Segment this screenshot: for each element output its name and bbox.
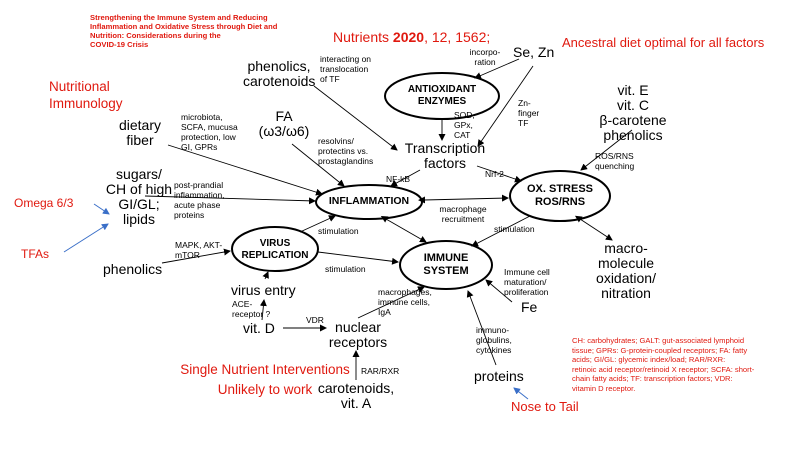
interacting-label — [320, 54, 371, 84]
edge-label-line: globulins, — [476, 335, 512, 345]
paper-title-line: Strengthening the Immune System and Reducing — [90, 13, 268, 22]
sod-gpx-cat-label — [454, 110, 475, 140]
virus-label-line: REPLICATION — [241, 250, 309, 261]
factor-line: factors — [423, 155, 466, 171]
inflammation-label: INFLAMMATION — [328, 195, 410, 207]
virus-label-line: VIRUS — [259, 238, 291, 249]
factor-line: vit. C — [617, 97, 649, 113]
tfas-note: TFAs — [21, 247, 50, 261]
edge-label-line: immuno- — [476, 325, 510, 335]
factor-line: lipids — [123, 211, 155, 227]
arrow-oxstress-macromolecule — [580, 219, 612, 240]
paper-title-line: Inflammation and Oxidative Stress through Diet and — [90, 22, 278, 31]
postprandial-label — [174, 180, 225, 220]
citation-year: 2020 — [392, 29, 425, 45]
antioxidant-label-line: ANTIOXIDANT — [407, 84, 477, 95]
edge-label-line: TF — [518, 118, 529, 128]
ox-stress-label-line: ROS/RNS — [534, 196, 586, 208]
factor-line: (ω3/ω6) — [258, 123, 310, 139]
factor-line: oxidation/ — [596, 270, 656, 286]
macrophage-recruitment-label — [432, 204, 494, 224]
edge-label-line: cytokines — [476, 345, 512, 355]
factor-line: phenolics — [603, 127, 663, 143]
edge-label-line: Immune cell — [504, 267, 550, 277]
nose-to-tail-note: Nose to Tail — [511, 399, 579, 414]
stimulation-label: stimulation — [494, 224, 535, 234]
edge-label-line: receptor ? — [232, 309, 271, 319]
edge-label-line: SCFA, mucusa — [181, 122, 238, 132]
mapk-label — [175, 240, 222, 260]
factor-line: nitration — [601, 285, 651, 301]
edge-label-line: ROS/RNS — [595, 151, 634, 161]
edge-label-line: MAPK, AKT- — [175, 240, 223, 250]
immune-label-line: SYSTEM — [423, 265, 469, 277]
factor-line: FA — [275, 108, 293, 124]
nutritional-immunology-line: Nutritional — [49, 79, 110, 94]
factor-line: macro- — [604, 240, 648, 256]
antioxidant-enzymes-label — [392, 84, 492, 108]
immunoglobulins-label — [476, 325, 512, 355]
edge-label-line: incorpo- — [469, 47, 501, 57]
arrow-tfas-to-lipids — [64, 224, 108, 252]
citation-suffix: , 12, 1562; — [424, 29, 491, 45]
factor-line: β-carotene — [599, 112, 667, 128]
edge-label-line: inflammation, — [174, 190, 225, 200]
factor-line: Transcription — [404, 140, 486, 156]
ros-rns-quenching-label — [595, 151, 634, 171]
edge-label-line: interacting on — [320, 54, 372, 64]
antioxidant-vitamins — [594, 83, 672, 143]
factor-line: nuclear — [335, 319, 381, 335]
edge-label-line: of TF — [320, 74, 340, 84]
sugars-lipids — [96, 167, 182, 227]
incorporation-label — [462, 47, 508, 67]
factor-line: carotenoids — [243, 73, 316, 89]
factor-line: sugars/ — [116, 166, 162, 182]
edge-label-line: mTOR — [175, 250, 200, 260]
edge-label-line: ACE- — [232, 299, 253, 309]
edge-label-line: resolvins/ — [318, 136, 354, 146]
edge-label-line: immune cells, — [378, 297, 430, 307]
nuclear-receptors — [322, 320, 394, 350]
factor-line: molecule — [597, 255, 655, 271]
factor-line: vit. E — [617, 82, 649, 98]
immune-system-label — [400, 252, 492, 278]
nutritional-immunology-line: Immunology — [49, 96, 123, 111]
abbreviations-line: acids; GI/GL: glycemic index/load; RAR/RXR: — [572, 355, 726, 364]
factor-line: fiber — [126, 132, 154, 148]
phenolics-carotenoids — [243, 59, 315, 89]
abbreviations-note — [572, 336, 754, 393]
abbreviations-line: tissue; GPRs: G-protein-coupled receptors; FA: fatty — [572, 345, 748, 355]
immune-cell-label — [504, 267, 550, 297]
single-nutrient-line: Single Nutrient Interventions — [180, 362, 350, 377]
citation — [333, 29, 490, 45]
arrow-inflammation-immune — [386, 219, 426, 242]
macrophages-label — [378, 287, 432, 317]
virus-entry: virus entry — [231, 282, 296, 298]
zn-finger-label — [518, 98, 539, 128]
antioxidant-label-line: ENZYMES — [417, 96, 467, 107]
transcription-factors — [397, 141, 493, 171]
arrow-inflammation-oxstress — [424, 198, 508, 200]
edge-label-line: recruitment — [441, 214, 485, 224]
carotenoids-vitamin-a — [316, 381, 396, 411]
edge-label-line: GI, GPRs — [181, 142, 218, 152]
stimulation-label: stimulation — [318, 226, 359, 236]
factor-line: receptors — [328, 334, 388, 350]
dietary-fiber — [108, 118, 172, 148]
stimulation-label: stimulation — [325, 264, 366, 274]
single-nutrient-line: Unlikely to work — [217, 382, 313, 397]
edge-label-line: prostaglandins — [318, 156, 374, 166]
edge-label-line: GPx, — [454, 120, 473, 130]
nf-kb-label: NF-kB — [386, 174, 411, 184]
edge-label-line: translocation — [320, 64, 369, 74]
resolvins-label — [318, 136, 373, 166]
microbiota-label — [181, 112, 238, 152]
edge-label-line: Zn- — [518, 98, 531, 108]
edge-label-line: ration — [474, 57, 496, 67]
edge-label-line: macrophage — [439, 204, 487, 214]
abbreviations-line: vitamin D receptor. — [572, 383, 636, 393]
factor-line: phenolics, — [247, 58, 311, 74]
edge-label-line: IgA — [378, 307, 391, 317]
paper-title-line: COVID-19 Crisis — [90, 40, 149, 49]
edge-label-line: post-prandial — [174, 180, 224, 190]
macromolecule-oxidation — [584, 241, 668, 301]
edge-label-line: finger — [518, 108, 540, 118]
edge-label-line: protection, low — [181, 132, 236, 142]
abbreviations-line: retinoic acid receptor/retinoid X receptor; SCFA: short- — [572, 364, 755, 374]
edge-label-line: CAT — [454, 130, 471, 140]
phenolics-bottom: phenolics — [103, 261, 163, 277]
nrf2-label: Nrf-2 — [485, 169, 504, 179]
proteins: proteins — [474, 368, 524, 384]
immune-label-line: IMMUNE — [423, 252, 469, 264]
edge-label-line: acute phase — [174, 200, 221, 210]
omega-note: Omega 6/3 — [14, 196, 74, 210]
paper-title — [90, 13, 277, 49]
ace-receptor-label — [232, 299, 270, 319]
se-zn: Se, Zn — [513, 44, 555, 60]
factor-line: carotenoids, — [317, 380, 395, 396]
edge-label-line: macrophages, — [378, 287, 432, 297]
vitamin-d: vit. D — [243, 320, 275, 336]
edge-label-line: proteins — [174, 210, 205, 220]
ox-stress-label — [510, 183, 610, 209]
paper-title-line: Nutrition: Considerations during the — [90, 31, 221, 40]
nutritional-immunology-note — [49, 78, 123, 112]
virus-replication-label — [232, 238, 318, 262]
abbreviations-line: chain fatty acids; TF: transcription factors; VDR: — [572, 374, 733, 383]
arrow-virusentry-to-virus — [265, 272, 268, 279]
factor-line: vit. A — [340, 395, 372, 411]
factor-line: GI/GL; — [118, 196, 160, 212]
ancestral-diet-note: Ancestral diet optimal for all factors — [562, 35, 765, 50]
arrow-virus-to-immune — [318, 252, 398, 262]
rar-rxr-label: RAR/RXR — [361, 366, 400, 376]
citation-prefix: Nutrients — [333, 29, 393, 45]
edge-label-line: proliferation — [504, 287, 549, 297]
ox-stress-label-line: OX. STRESS — [526, 183, 594, 195]
edge-label-line: quenching — [595, 161, 635, 171]
factor-line: dietary — [118, 117, 162, 133]
edge-label-line: SOD, — [454, 110, 475, 120]
fatty-acids — [246, 109, 322, 139]
arrow-nosetotail-to-proteins — [514, 388, 528, 399]
edge-label-line: protectins vs. — [318, 146, 369, 156]
edge-label-line: maturation/ — [504, 277, 547, 287]
edge-label-line: microbiota, — [181, 112, 223, 122]
factor-line: CH of high — [105, 181, 173, 197]
abbreviations-line: CH: carbohydrates; GALT: gut-associated lymphoid — [572, 336, 745, 345]
vdr-label: VDR — [306, 315, 324, 325]
iron: Fe — [521, 299, 538, 315]
